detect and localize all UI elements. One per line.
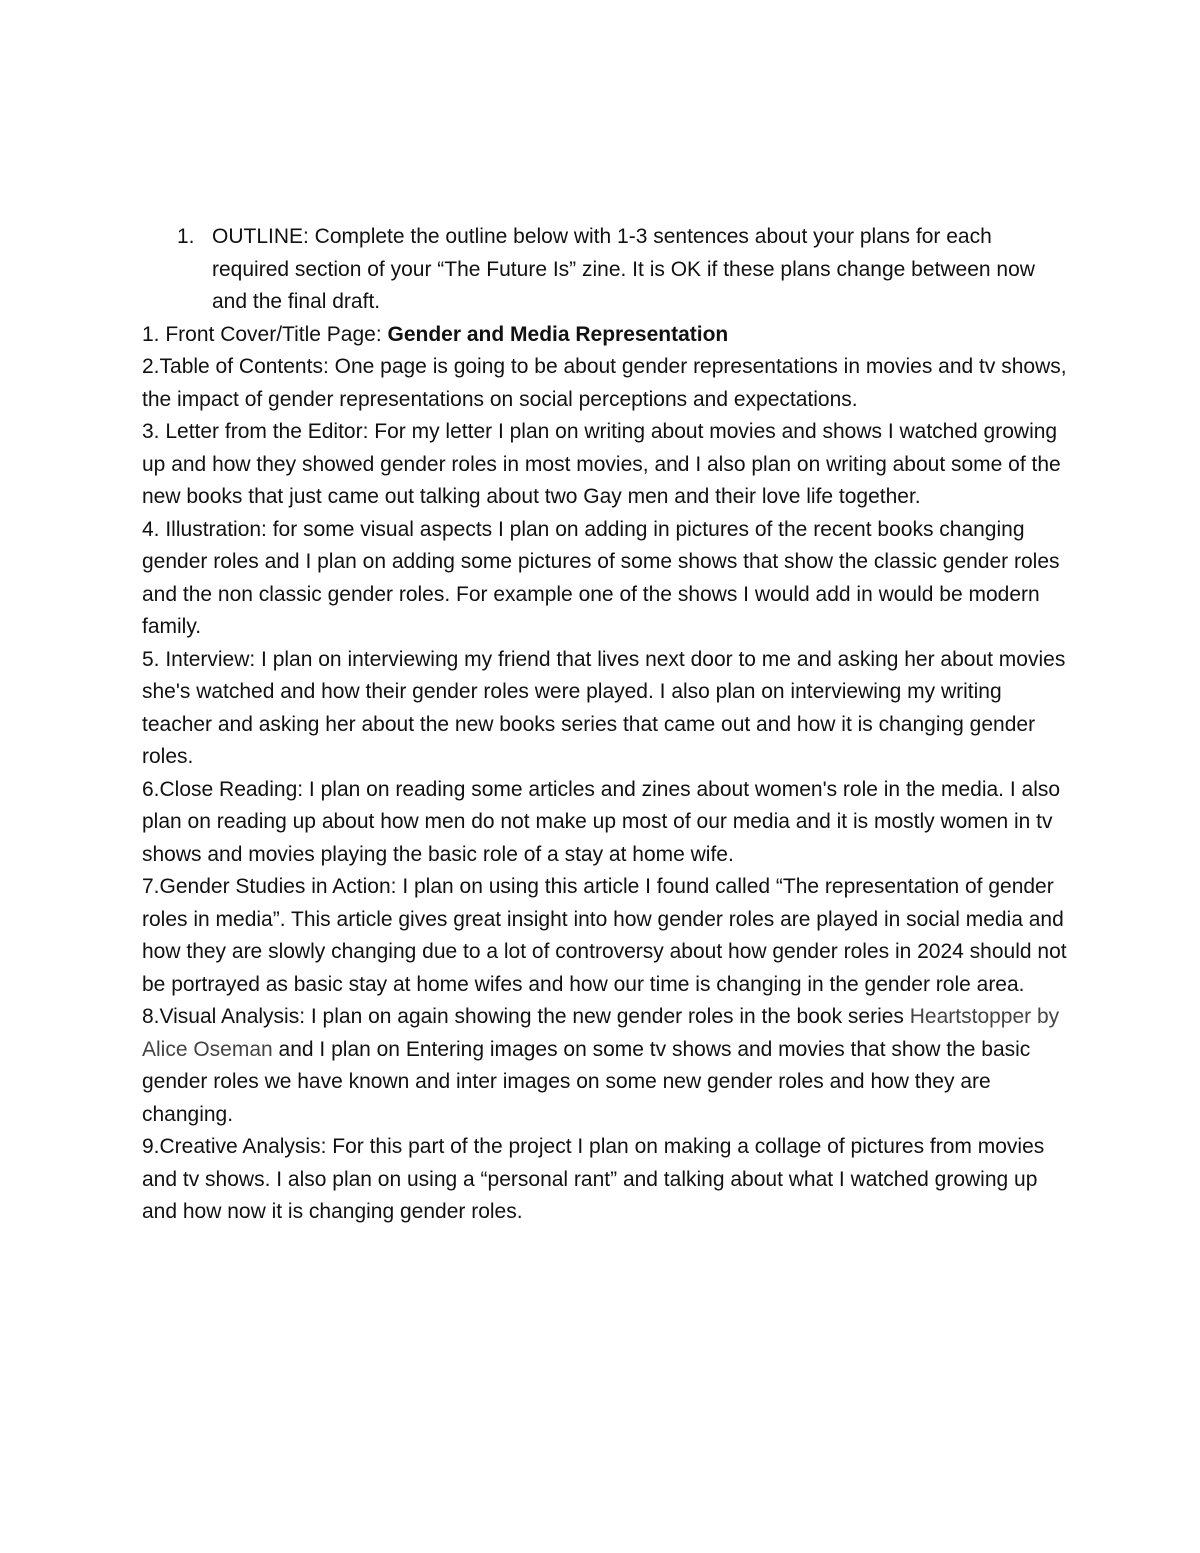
entry-visual-analysis-text-2: and I plan on Entering images on some tv shows and movies that show the basic gender roles we have known and inter images on some new gender roles and how they are changing.	[142, 1037, 1031, 1126]
entry-interview: 5. Interview: I plan on interviewing my friend that lives next door to me and asking her about movies she's watched and how their gender roles were played. I also plan on interviewing my writing teacher and asking her about the new books series that came out and how it is changing gender roles.	[142, 647, 1066, 768]
outline-content	[142, 221, 1072, 1229]
instruction-text: OUTLINE: Complete the outline below with 1-3 sentences about your plans for each required section of your “The Future Is” zine. It is OK if these plans change between now and the final draft.	[212, 225, 1035, 313]
instruction-number: 1.	[177, 225, 195, 248]
entry-visual-analysis-text-1: 8.Visual Analysis: I plan on again showing the new gender roles in the book series	[142, 1005, 910, 1028]
entry-front-cover	[142, 319, 1072, 352]
entry-illustration: 4. Illustration: for some visual aspects I plan on adding in pictures of the recent books changing gender roles and I plan on adding some pictures of some shows that show the classic gender roles and the non classic gender roles. For example one of the shows I would add in would be modern family.	[142, 517, 1060, 638]
entry-table-of-contents: 2.Table of Contents: One page is going to be about gender representations in movies and tv shows, the impact of gender representations on social perceptions and expectations.	[142, 355, 1067, 411]
entry-letter-from-editor: 3. Letter from the Editor: For my letter I plan on writing about movies and shows I watched growing up and how they showed gender roles in most movies, and I also plan on writing about some of the new books that just came out talking about two Gay men and their love life together.	[142, 420, 1061, 508]
entry-front-cover-label: 1. Front Cover/Title Page:	[142, 322, 388, 346]
entry-visual-analysis	[142, 1001, 1072, 1131]
entry-close-reading: 6.Close Reading: I plan on reading some articles and zines about women's role in the media. I also plan on reading up about how men do not make up most of our media and it is mostly women in tv shows and movies playing the basic role of a stay at home wife.	[142, 777, 1061, 866]
outline-instruction	[142, 221, 1072, 319]
book-title: Heartstopper by Alice Oseman	[142, 1005, 1060, 1061]
zine-title: Gender and Media Representation	[387, 322, 729, 346]
entry-creative-analysis: 9.Creative Analysis: For this part of the project I plan on making a collage of pictures from movies and tv shows. I also plan on using a “personal rant” and talking about what I watched growing up and how now it is changing gender roles.	[142, 1135, 1045, 1223]
entry-gender-studies: 7.Gender Studies in Action: I plan on using this article I found called “The representation of gender roles in media”. This article gives great insight into how gender roles are played in social media and how they are slowly changing due to a lot of controversy about how gender roles in 2024 should not be portrayed as basic stay at home wifes and how our time is changing in the gender role area.	[142, 875, 1067, 996]
